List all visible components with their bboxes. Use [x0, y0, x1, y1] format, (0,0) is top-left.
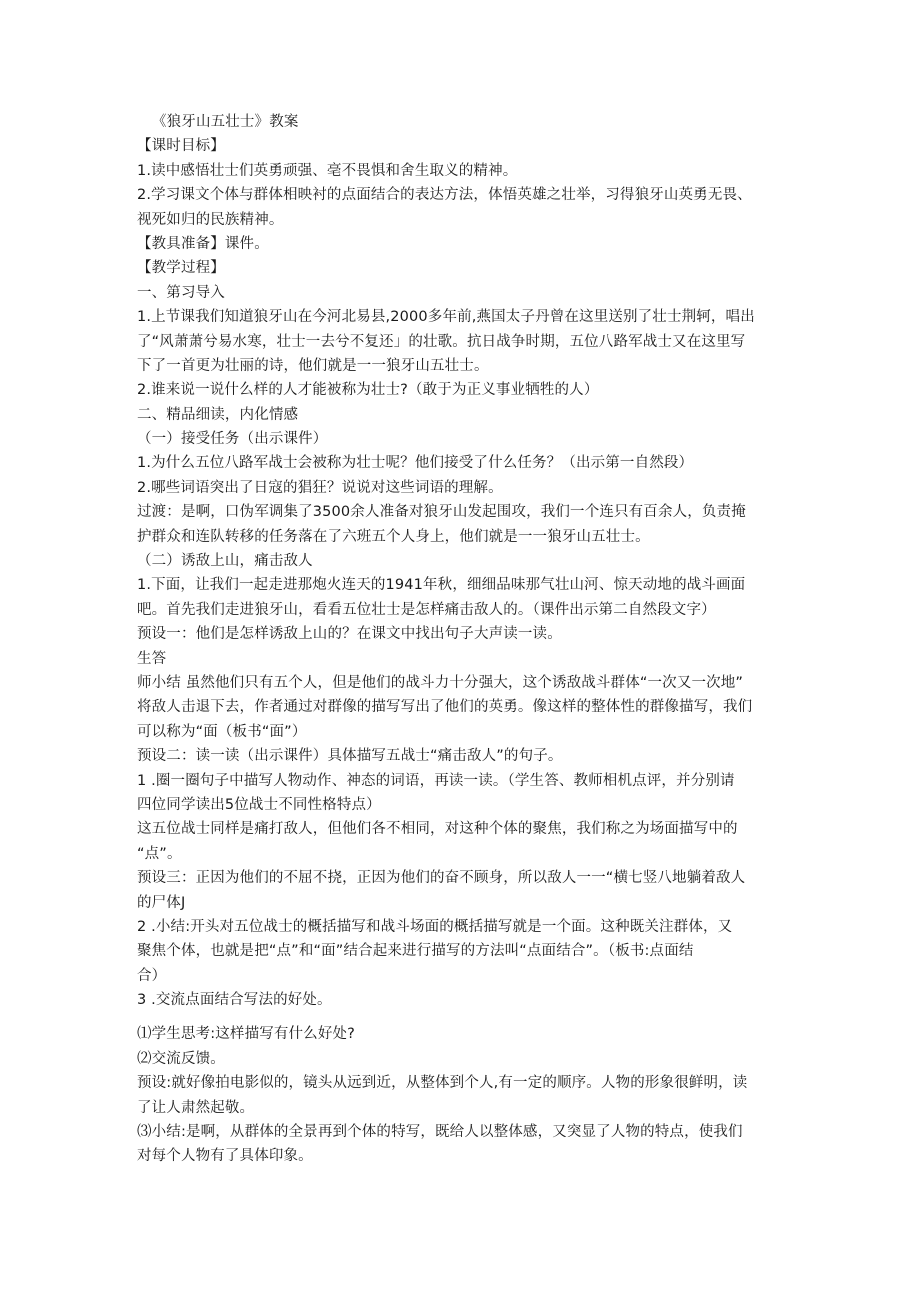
text-line: ⑴学生思考:这样描写有什么好处? [137, 1026, 355, 1043]
text-line: 1.读中感悟壮士们英勇顽强、亳不畏惧和舍生取义的精神。 [137, 162, 518, 179]
text-line: 的尸体J [137, 894, 186, 911]
text-line: 四位同学读出5位战士不同性格特点） [137, 796, 381, 813]
text-line: 生答 [137, 650, 167, 667]
document-body [137, 110, 797, 1169]
text-line: 过渡：是啊，口伪军调集了3500余人准备对狼牙山发起围攻，我们一个连只有百余人，负责掩 [137, 504, 746, 521]
section-heading: 【教具准备】课件。 [137, 235, 269, 252]
text-line: 可以称为“面（板书“面”） [137, 723, 307, 740]
text-line: 3 .交流点面结合写法的好处。 [137, 992, 332, 1009]
text-line: 预设:就好像拍电影似的，镜头从远到近，从整体到个人,有一定的顺序。人物的形象很鲜明，读 [137, 1075, 748, 1092]
text-line: 了“风萧萧兮易水寒，壮士一去兮不复还」的壮歌。抗日战争时期，五位八路军战士又在这里写 [137, 333, 746, 350]
text-line: 聚焦个体，也就是把“点”和“面”结合起来进行描写的方法叫“点面结合”。（板书:点面结 [137, 943, 694, 960]
text-line: ⑵交流反馈。 [137, 1050, 225, 1067]
text-line: 了让人肃然起敬。 [137, 1099, 255, 1116]
subsection-heading: （二）诱敌上山，痛击敌人 [137, 553, 313, 570]
paragraph-gap [137, 1012, 797, 1022]
text-line: 1 .圈一圈句子中描写人物动作、神态的词语，再读一读。（学生答、教师相机点评，并分别请 [137, 772, 735, 789]
text-line: 吧。首先我们走进狼牙山，看看五位壮士是怎样痛击敌人的。（课件出示第二自然段文字） [137, 601, 716, 618]
text-line: 预设一：他们是怎样诱敌上山的？在课文中找出句子大声读一读。 [137, 626, 562, 643]
text-line: 2.学习课文个体与群体相映衬的点面结合的表达方法，体悟英雄之壮举，习得狼牙山英勇无畏、 [137, 187, 752, 204]
text-line: 预设二：读一读（出示课件）具体描写五战士“痛击敌人”的句子。 [137, 748, 563, 765]
text-line: 视死如归的民族精神。 [137, 211, 284, 228]
subsection-heading: （一）接受任务（出示课件） [137, 431, 328, 448]
text-line: 下了一首更为壮丽的诗，他们就是一一狼牙山五壮士。 [137, 357, 489, 374]
section-heading: 一、第习导入 [137, 284, 225, 301]
text-line: 1.为什么五位八路军战士会被称为壮士呢？他们接受了什么任务？（出示第一自然段） [137, 455, 694, 472]
text-line: 这五位战士同样是痛打敌人，但他们各不相同，对这种个体的聚焦，我们称之为场面描写中的 [137, 821, 738, 838]
text-line: 对每个人物有了具体印象。 [137, 1148, 313, 1165]
text-line: ⑶小结:是啊，从群体的全景再到个体的特写，既给人以整体感，又突显了人物的特点，使我们 [137, 1124, 743, 1141]
text-line: 2.哪些词语突出了日寇的猖狂？说说对这些词语的理解。 [137, 479, 503, 496]
text-line: 2.谁来说一说什么样的人才能被称为壮士?（敢于为正义事业牺牲的人） [137, 382, 599, 399]
section-heading: 二、精品细读，内化情感 [137, 406, 299, 423]
text-line: 1.下面，让我们一起走进那炮火连天的1941年秋，细细品味那气壮山河、惊天动地的战斗画面 [137, 577, 746, 594]
document-title: 《狼牙山五壮士》教案 [152, 114, 299, 130]
text-line: 护群众和连队转移的任务落在了六班五个人身上，他们就是一一狼牙山五壮士。 [137, 528, 650, 545]
text-line: 将敌人击退下去，作者通过对群像的描写写出了他们的英勇。像这样的整体性的群像描写，我们 [137, 699, 753, 716]
text-line: 1.上节课我们知道狼牙山在今河北易县,2000多年前,燕国太子丹曾在这里送别了壮士荆轲，唱出 [137, 309, 755, 326]
text-line: 合） [137, 967, 167, 984]
text-line: “点”。 [137, 845, 182, 862]
text-line: 预设三：正因为他们的不屈不挠，正因为他们的奋不顾身，所以敌人一一“横七竖八地躺着敌人 [137, 870, 746, 887]
text-line: 师小结 虽然他们只有五个人，但是他们的战斗力十分强大，这个诱敌战斗群体“一次又一次地” [137, 674, 744, 691]
text-line: 2 .小结:开头对五位战士的概括描写和战斗场面的概括描写就是一个面。这种既关注群体，又 [137, 918, 733, 935]
section-heading: 【教学过程】 [137, 260, 225, 277]
section-heading: 【课时目标】 [137, 138, 225, 155]
